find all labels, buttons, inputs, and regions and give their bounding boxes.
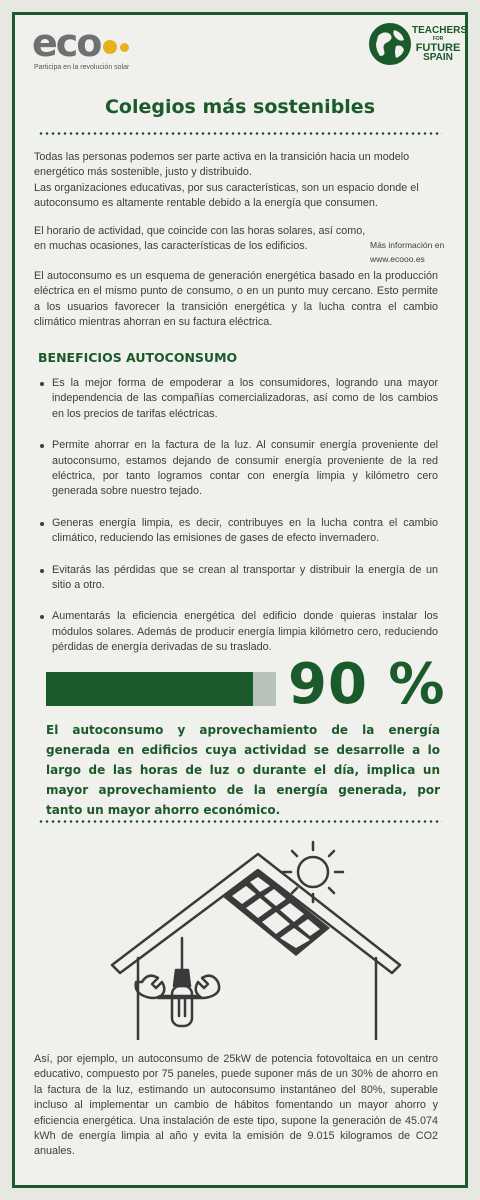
logo-tagline: Participa en la revolución solar xyxy=(34,64,130,71)
logo-dot-small-icon xyxy=(120,43,129,52)
teachers-for-future-logo xyxy=(368,22,468,70)
logo-dot-icon xyxy=(103,40,117,54)
more-info-label: Más información en xyxy=(370,240,445,250)
partner-line-future: FUTURE xyxy=(415,42,461,54)
page-title: Colegios más sostenibles xyxy=(104,96,376,118)
eco-logo xyxy=(32,21,129,65)
stat-percent: 90 % xyxy=(288,652,446,717)
list-item: Permite ahorrar en la factura de la luz. Al consumir energía proveniente del autoconsumo, estamos dejando de consumir energía proveniente de la red eléctrica, por tanto logramos contar con energía limpia y kilómetro cero generada sobre nuestro tejado. xyxy=(34,438,438,500)
screwdriver-icon xyxy=(172,938,192,1026)
globe-icon xyxy=(368,22,412,66)
intro-paragraph-2: Las organizaciones educativas, por sus características, son un espacio donde el autoconsumo es altamente rentable debido a la energía que consumen. xyxy=(34,182,419,210)
progress-bar-fill xyxy=(46,672,253,706)
benefits-heading: BENEFICIOS AUTOCONSUMO xyxy=(38,350,238,365)
stat-description: El autoconsumo y aprovechamiento de la energía generada en edificios cuya actividad se desarrolle a lo largo de las horas de luz o durante el día, implica un mayor aprovechamiento de la energía generada, por tanto un mayor ahorro económico. xyxy=(46,723,440,817)
partner-line-for: FOR xyxy=(432,36,444,42)
more-info-note xyxy=(370,238,470,266)
intro-paragraph-3: El horario de actividad, que coincide con las horas solares, así como, en muchas ocasiones, las características de los edificios. xyxy=(34,225,366,253)
solar-roof-illustration xyxy=(0,830,480,1040)
list-item: Evitarás las pérdidas que se crean al transportar y distribuir la energía de un sitio a otro. xyxy=(34,563,438,594)
intro-paragraph-4: El autoconsumo es un esquema de generación energética basado en la producción eléctrica en el mismo punto de consumo, o en un punto muy cercano. Esto permite a los usuarios favorecer la transición energética y la lucha contra el cambio climático mientras ahorran en su factura eléctrica. xyxy=(34,270,438,329)
list-item: Es la mejor forma de empoderar a los consumidores, logrando una mayor independencia de las compañías comercializadoras, así como de los cambios en los precios de tarifas eléctricas. xyxy=(34,376,438,422)
progress-bar xyxy=(46,672,276,706)
partner-line-teachers: TEACHERS xyxy=(412,25,468,36)
partner-name xyxy=(412,25,468,63)
partner-line-spain: SPAIN xyxy=(423,52,453,63)
dotted-divider xyxy=(38,820,442,823)
eco-logo-text: eco xyxy=(32,21,101,65)
sun-icon xyxy=(283,842,343,902)
list-item: Generas energía limpia, es decir, contribuyes en la lucha contra el cambio climático, reduciendo las emisiones de gases de efecto invernadero. xyxy=(34,516,438,547)
intro-paragraph-1: Todas las personas podemos ser parte activa en la transición hacia un modelo energético más sostenible, justo y distribuido. xyxy=(34,151,410,179)
example-paragraph: Así, por ejemplo, un autoconsumo de 25kW de potencia fotovoltaica en un centro educativo, compuesto por 75 paneles, puede suponer más de un 30% de ahorro en la factura de la luz, estimando un autoconsumo instantáneo del 80%, superable incluso al implementar un cambio de hábitos fomentando un mayor ahorro y eficiencia energética. Una instalación de este tipo, supone la generación de 45.074 kWh de energía limpia al año y evita la emisión de 9.015 kilogramos de CO2 anuales. xyxy=(34,1053,438,1158)
benefits-list xyxy=(34,376,438,672)
dotted-divider xyxy=(38,132,442,135)
more-info-link[interactable]: www.ecooo.es xyxy=(370,254,425,264)
list-item: Aumentarás la eficiencia energética del edificio donde quieras instalar los módulos solares. Además de producir energía limpia kilómetro cero, reduciendo pérdidas de energía derivadas de su traslado. xyxy=(34,609,438,655)
